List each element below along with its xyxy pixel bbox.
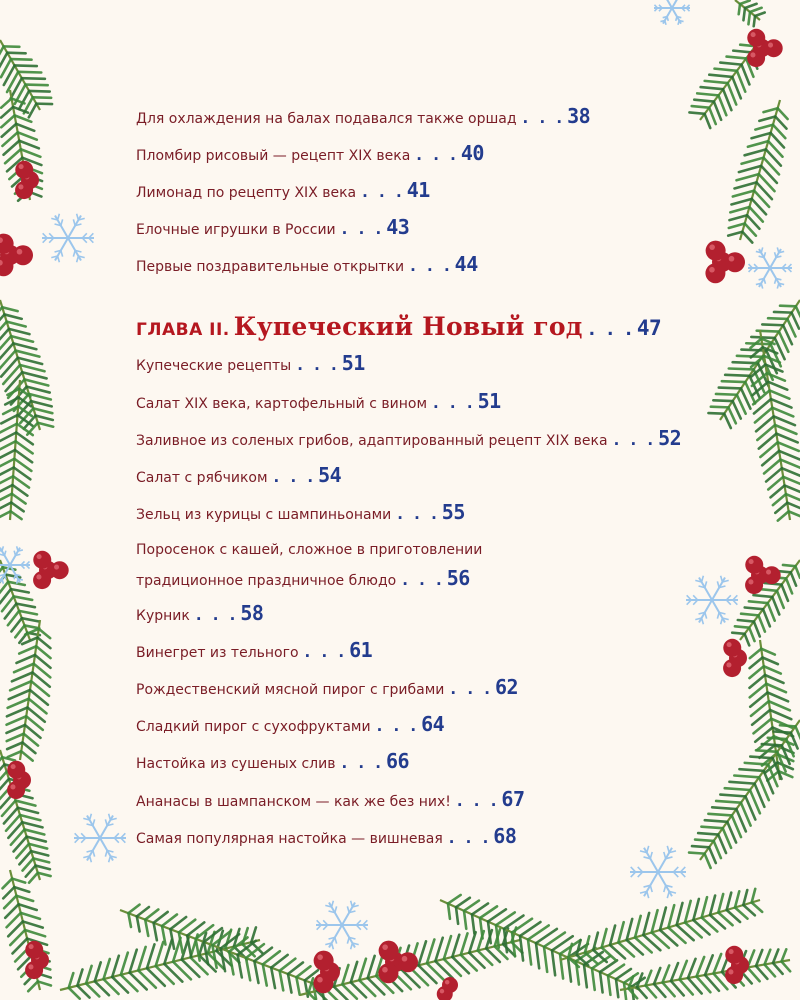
toc-page-number: 52 (658, 426, 682, 450)
toc-entry-title: Курник (136, 608, 190, 624)
chapter-label: ГЛАВА II. (136, 320, 230, 340)
leader-dots: . . . (195, 606, 239, 624)
toc-entry[interactable] (136, 502, 465, 525)
toc-page-number: 56 (446, 566, 470, 590)
toc-entry[interactable] (136, 677, 518, 700)
leader-dots: . . . (402, 571, 445, 589)
chapter-title: Купеческий Новый год (233, 312, 583, 341)
toc-entry-title: Купеческие рецепты (136, 358, 292, 374)
toc-entry[interactable] (136, 540, 482, 591)
toc-entry-title: Елочные игрушки в России (136, 222, 336, 238)
toc-entry[interactable] (136, 391, 501, 414)
toc-entry[interactable] (136, 353, 365, 376)
toc-page-number: 62 (494, 675, 519, 699)
toc-page-number: 66 (386, 749, 410, 773)
toc-page-number: 44 (454, 252, 478, 276)
toc-page-number: 55 (441, 500, 465, 524)
toc-entry-title: Салат с рябчиком (136, 470, 268, 486)
toc-entry-title-cont: традиционное праздничное блюдо (136, 573, 397, 589)
toc-entry-title: Сладкий пирог с сухофруктами (136, 719, 371, 735)
toc-entry-line (136, 568, 482, 591)
toc-entry[interactable] (136, 465, 341, 488)
toc-entry-title: Первые поздравительные открытки (136, 259, 405, 275)
leader-dots: . . . (450, 680, 493, 698)
toc-entry[interactable] (136, 180, 430, 203)
toc-page-number: 43 (386, 215, 410, 239)
leader-dots: . . . (433, 394, 476, 412)
toc-page-number: 61 (349, 638, 373, 662)
leader-dots: . . . (448, 829, 492, 847)
toc-entry-title: Рождественский мясной пирог с грибами (136, 682, 445, 698)
toc-page-number: 38 (567, 104, 591, 128)
toc-entry[interactable] (136, 603, 263, 626)
toc-page-number: 51 (341, 351, 365, 375)
toc-entry-title: Винегрет из тельного (136, 645, 299, 661)
toc-entry-title: Настойка из сушеных слив (136, 756, 336, 772)
toc-entry[interactable] (136, 106, 590, 129)
toc-entry-title: Зельц из курицы с шампиньонами (136, 507, 392, 523)
leader-dots: . . . (456, 792, 500, 810)
toc-entry[interactable] (136, 254, 478, 277)
toc-entry[interactable] (136, 751, 409, 774)
toc-page-number: 41 (406, 178, 430, 202)
toc-page-number: 58 (240, 601, 264, 625)
leader-dots: . . . (362, 183, 405, 201)
toc-entry[interactable] (136, 789, 525, 812)
toc-entry-title: Поросенок с кашей, сложное в приготовлении (136, 542, 483, 558)
toc-entry[interactable] (136, 826, 516, 849)
toc-entry-title: Салат XIX века, картофельный с вином (136, 396, 428, 412)
toc-page-number: 64 (421, 712, 445, 736)
leader-dots: . . . (397, 505, 440, 523)
leader-dots: . . . (410, 257, 453, 275)
leader-dots: . . . (613, 431, 657, 449)
chapter-heading[interactable] (136, 310, 661, 347)
toc-entry[interactable] (136, 143, 484, 166)
leader-dots: . . . (376, 717, 420, 735)
toc-page-number: 51 (477, 389, 501, 413)
toc-entry[interactable] (136, 217, 409, 240)
toc-entry[interactable] (136, 640, 372, 663)
leader-dots: . . . (341, 220, 385, 238)
toc-page-number: 67 (501, 787, 525, 811)
leader-dots: . . . (341, 754, 384, 772)
leader-dots: . . . (304, 643, 348, 661)
toc-entry-title: Пломбир рисовый — рецепт XIX века (136, 148, 411, 164)
chapter-page-number: 47 (636, 316, 662, 340)
leader-dots: . . . (522, 109, 566, 127)
leader-dots: . . . (588, 320, 635, 340)
leader-dots: . . . (273, 468, 317, 486)
toc-entry-title: Заливное из соленых грибов, адаптированный рецепт XIX века (136, 433, 608, 449)
toc-page-number: 68 (493, 824, 517, 848)
toc-entry[interactable] (136, 428, 681, 451)
leader-dots: . . . (297, 356, 340, 374)
toc-page-number: 54 (318, 463, 342, 487)
toc-entry-title: Самая популярная настойка — вишневая (136, 831, 443, 847)
toc-page-number: 40 (460, 141, 484, 165)
toc-entry-title: Лимонад по рецепту XIX века (136, 185, 357, 201)
toc-entry-title: Ананасы в шампанском — как же без них! (136, 794, 451, 810)
leader-dots: . . . (416, 146, 459, 164)
toc-entry-title: Для охлаждения на балах подавался также оршад (136, 111, 517, 127)
toc-entry[interactable] (136, 714, 444, 737)
